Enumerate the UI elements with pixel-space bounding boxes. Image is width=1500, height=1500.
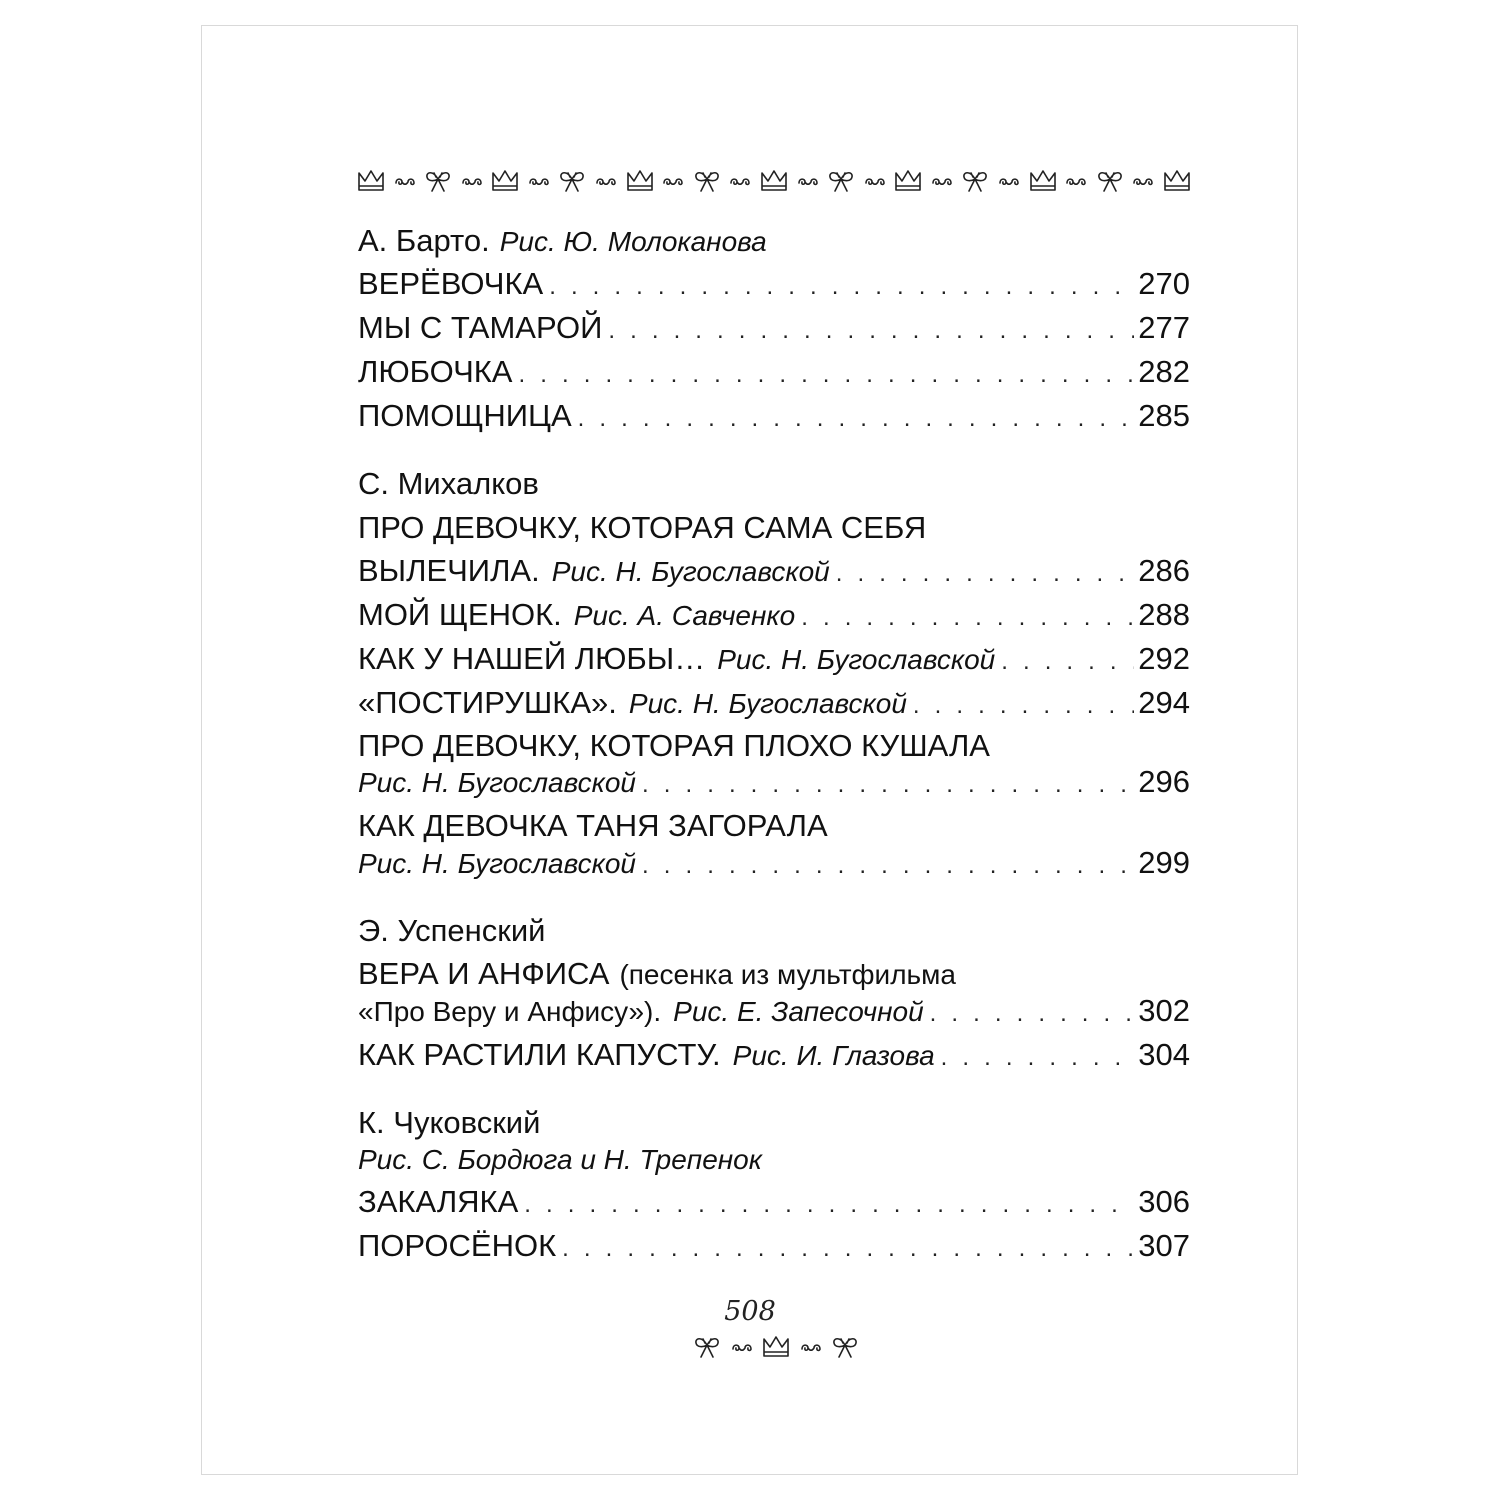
page-number: 508 bbox=[724, 1296, 776, 1327]
swirl-icon bbox=[864, 175, 886, 187]
bow-icon bbox=[830, 1334, 860, 1360]
toc-entry[interactable] bbox=[358, 396, 1190, 439]
entry-note: (песенка из мультфильма bbox=[619, 959, 956, 990]
bow-icon bbox=[1095, 168, 1125, 194]
author-name: А. Барто. bbox=[358, 223, 490, 258]
crown-icon bbox=[1162, 168, 1192, 194]
dot-leader bbox=[578, 399, 1135, 439]
dot-leader bbox=[608, 311, 1134, 351]
toc-entry-title-line[interactable] bbox=[358, 508, 1190, 548]
author-heading-mikhalkov bbox=[358, 464, 1190, 504]
illustrator-credit: Рис. Ю. Молоканова bbox=[499, 226, 767, 257]
entry-page: 270 bbox=[1138, 266, 1190, 301]
author-name: К. Чуковский bbox=[358, 1105, 541, 1140]
entry-title: «ПОСТИРУШКА». bbox=[358, 685, 617, 720]
toc-entry-title-line[interactable] bbox=[358, 954, 1190, 995]
toc-entry[interactable] bbox=[358, 1035, 1190, 1078]
toc-entry-title-line[interactable] bbox=[358, 726, 1190, 766]
toc-entry[interactable] bbox=[358, 352, 1190, 395]
entry-page: 306 bbox=[1138, 1184, 1190, 1219]
illustrator-credit: Рис. Н. Бугославской bbox=[628, 688, 907, 719]
illustrator-credit: Рис. Н. Бугославской bbox=[358, 767, 636, 798]
entry-title: КАК РАСТИЛИ КАПУСТУ. bbox=[358, 1037, 721, 1072]
entry-page: 294 bbox=[1138, 685, 1190, 720]
crown-icon bbox=[893, 168, 923, 194]
entry-title: ВЕРЁВОЧКА bbox=[358, 266, 544, 301]
entry-title: ПРО ДЕВОЧКУ, КОТОРАЯ САМА СЕБЯ bbox=[358, 510, 927, 545]
dot-leader bbox=[642, 846, 1134, 886]
entry-page: 302 bbox=[1138, 993, 1190, 1028]
swirl-icon bbox=[662, 175, 684, 187]
entry-page: 307 bbox=[1138, 1228, 1190, 1263]
illustrator-credit: Рис. Е. Запесочной bbox=[673, 996, 924, 1027]
entry-page: 292 bbox=[1138, 641, 1190, 676]
toc-entry[interactable] bbox=[358, 991, 1190, 1034]
dot-leader bbox=[519, 355, 1135, 395]
illustrator-credit: Рис. Н. Бугославской bbox=[358, 848, 636, 879]
ornament-border-bottom bbox=[692, 1334, 860, 1360]
entry-page: 296 bbox=[1138, 764, 1190, 799]
crown-icon bbox=[761, 1334, 791, 1360]
entry-page: 282 bbox=[1138, 354, 1190, 389]
entry-note: «Про Веру и Анфису»). bbox=[358, 996, 662, 1027]
dot-leader bbox=[549, 267, 1134, 307]
author-heading-chukovsky bbox=[358, 1103, 1190, 1143]
illustrator-credit: Рис. Н. Бугославской bbox=[551, 556, 830, 587]
entry-title: ЗАКАЛЯКА bbox=[358, 1184, 519, 1219]
swirl-icon bbox=[394, 175, 416, 187]
bow-icon bbox=[960, 168, 990, 194]
entry-title: ПРО ДЕВОЧКУ, КОТОРАЯ ПЛОХО КУШАЛА bbox=[358, 728, 990, 763]
illustrator-credit: Рис. С. Бордюга и Н. Трепенок bbox=[358, 1144, 762, 1175]
entry-title: КАК ДЕВОЧКА ТАНЯ ЗАГОРАЛА bbox=[358, 808, 828, 843]
author-name: Э. Успенский bbox=[358, 913, 546, 948]
entry-title: МЫ С ТАМАРОЙ bbox=[358, 310, 603, 345]
dot-leader bbox=[642, 765, 1134, 805]
toc-entry[interactable] bbox=[358, 1182, 1190, 1225]
dot-leader bbox=[836, 554, 1135, 594]
swirl-icon bbox=[729, 175, 751, 187]
entry-page: 277 bbox=[1138, 310, 1190, 345]
swirl-icon bbox=[461, 175, 483, 187]
bow-icon bbox=[826, 168, 856, 194]
entry-title: МОЙ ЩЕНОК. bbox=[358, 597, 562, 632]
crown-icon bbox=[356, 168, 386, 194]
crown-icon bbox=[625, 168, 655, 194]
swirl-icon bbox=[800, 1341, 822, 1353]
author-heading-uspensky bbox=[358, 911, 1190, 951]
dot-leader bbox=[562, 1229, 1134, 1269]
toc-entry[interactable] bbox=[358, 762, 1190, 805]
entry-page: 288 bbox=[1138, 597, 1190, 632]
dot-leader bbox=[801, 598, 1134, 638]
crown-icon bbox=[1028, 168, 1058, 194]
dot-leader bbox=[913, 686, 1134, 726]
bow-icon bbox=[692, 168, 722, 194]
swirl-icon bbox=[731, 1341, 753, 1353]
swirl-icon bbox=[998, 175, 1020, 187]
dot-leader bbox=[941, 1038, 1135, 1078]
illustrator-credit: Рис. А. Савченко bbox=[573, 600, 796, 631]
toc-entry[interactable] bbox=[358, 264, 1190, 307]
dot-leader bbox=[524, 1185, 1134, 1225]
swirl-icon bbox=[797, 175, 819, 187]
illustrator-credit: Рис. И. Глазова bbox=[732, 1040, 935, 1071]
illustrator-credit: Рис. Н. Бугославской bbox=[717, 644, 996, 675]
toc-entry[interactable] bbox=[358, 308, 1190, 351]
entry-page: 285 bbox=[1138, 398, 1190, 433]
entry-page: 286 bbox=[1138, 553, 1190, 588]
entry-title: ВЫЛЕЧИЛА. bbox=[358, 553, 540, 588]
toc-entry[interactable] bbox=[358, 639, 1190, 682]
swirl-icon bbox=[528, 175, 550, 187]
toc-entry[interactable] bbox=[358, 683, 1190, 726]
swirl-icon bbox=[931, 175, 953, 187]
toc-entry[interactable] bbox=[358, 843, 1190, 886]
toc-entry[interactable] bbox=[358, 1226, 1190, 1269]
author-heading-barto bbox=[358, 221, 1190, 262]
dot-leader bbox=[1001, 642, 1134, 682]
crown-icon bbox=[490, 168, 520, 194]
toc-entry[interactable] bbox=[358, 551, 1190, 594]
bow-icon bbox=[557, 168, 587, 194]
bow-icon bbox=[692, 1334, 722, 1360]
toc-entry[interactable] bbox=[358, 595, 1190, 638]
ornament-border-top bbox=[356, 168, 1192, 194]
entry-title: ПОМОЩНИЦА bbox=[358, 398, 572, 433]
dot-leader bbox=[930, 994, 1135, 1034]
author-name: С. Михалков bbox=[358, 466, 539, 501]
toc-entry-title-line[interactable] bbox=[358, 806, 1190, 846]
illustrator-line bbox=[358, 1140, 1190, 1180]
entry-page: 304 bbox=[1138, 1037, 1190, 1072]
entry-title: КАК У НАШЕЙ ЛЮБЫ… bbox=[358, 641, 706, 676]
crown-icon bbox=[759, 168, 789, 194]
entry-title: ЛЮБОЧКА bbox=[358, 354, 513, 389]
swirl-icon bbox=[1132, 175, 1154, 187]
entry-title: ПОРОСЁНОК bbox=[358, 1228, 557, 1263]
swirl-icon bbox=[1065, 175, 1087, 187]
entry-page: 299 bbox=[1138, 845, 1190, 880]
bow-icon bbox=[423, 168, 453, 194]
entry-title: ВЕРА И АНФИСА bbox=[358, 956, 610, 991]
swirl-icon bbox=[595, 175, 617, 187]
